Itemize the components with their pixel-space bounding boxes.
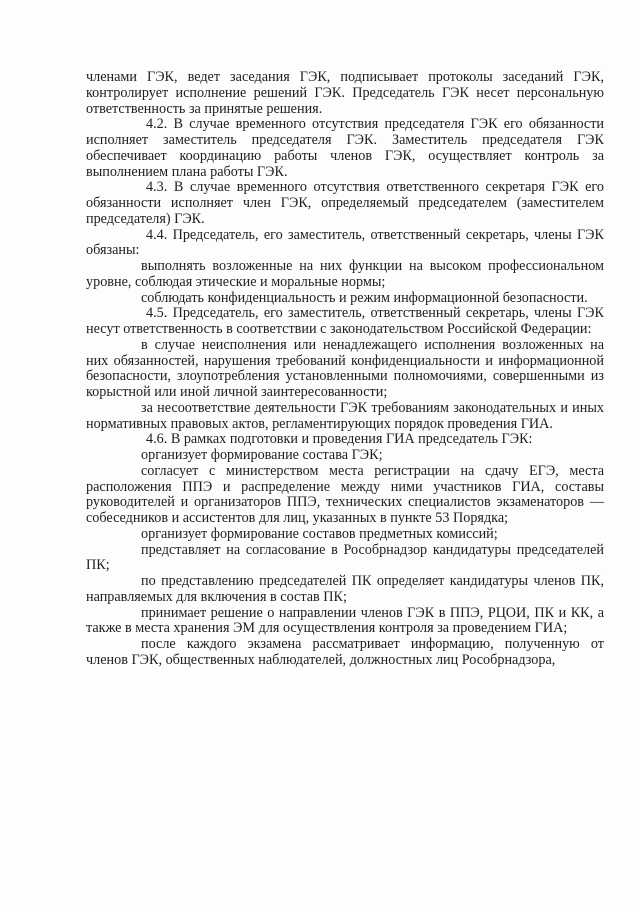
paragraph: согласует с министерством места регистрации на сдачу ЕГЭ, места расположения ППЭ и распределение между ними участников ГИА, составы руководителей и организаторов ППЭ, технических специалистов экзаменаторов — собеседников и ассистентов для лиц, указанных в пункте 53 Порядка;: [86, 462, 604, 526]
paragraph: представляет на согласование в Рособрнадзор кандидатуры председателей ПК;: [86, 541, 604, 574]
paragraph: 4.5. Председатель, его заместитель, ответственный секретарь, члены ГЭК несут ответственность в соответствии с законодательством Российской Федерации:: [86, 305, 604, 337]
document-body: [86, 70, 604, 669]
paragraph: 4.4. Председатель, его заместитель, ответственный секретарь, члены ГЭК обязаны:: [86, 226, 604, 259]
paragraph: после каждого экзамена рассматривает информацию, полученную от членов ГЭК, общественных наблюдателей, должностных лиц Рособрнадзора,: [86, 636, 604, 668]
paragraph: принимает решение о направлении членов ГЭК в ППЭ, РЦОИ, ПК и КК, а также в места хранения ЭМ для осуществления контроля за проведением ГИА;: [86, 604, 604, 637]
paragraph: по представлению председателей ПК определяет кандидатуры членов ПК, направляемых для включения в состав ПК;: [86, 573, 604, 605]
paragraph: за несоответствие деятельности ГЭК требованиям законодательных и иных нормативных правовых актов, регламентирующих порядок проведения ГИА.: [86, 399, 604, 432]
paragraph: членами ГЭК, ведет заседания ГЭК, подписывает протоколы заседаний ГЭК, контролирует исполнение решений ГЭК. Председатель ГЭК несет персональную ответственность за принятые решения.: [86, 69, 604, 117]
paragraph: организует формирование составов предметных комиссий;: [141, 525, 498, 542]
paragraph: 4.6. В рамках подготовки и проведения ГИА председатель ГЭК:: [146, 431, 533, 448]
paragraph: 4.2. В случае временного отсутствия председателя ГЭК его обязанности исполняет заместитель председателя ГЭК. Заместитель председателя ГЭК обеспечивает координацию работы членов ГЭК, осуществляет контроль за выполнением плана работы ГЭК.: [86, 116, 604, 180]
paragraph: в случае неисполнения или ненадлежащего исполнения возложенных на них обязанностей, нарушения требований конфиденциальности и информационной безопасности, злоупотребления установленными полномочиями, совершенными из корыстной или иной личной заинтересованности;: [86, 336, 604, 400]
paragraph: соблюдать конфиденциальность и режим информационной безопасности.: [141, 289, 588, 306]
paragraph: 4.3. В случае временного отсутствия ответственного секретаря ГЭК его обязанности исполняет член ГЭК, определяемый председателем (заместителем председателя) ГЭК.: [86, 179, 604, 227]
paragraph: выполнять возложенные на них функции на высоком профессиональном уровне, соблюдая этические и моральные нормы;: [86, 258, 604, 290]
paragraph: организует формирование состава ГЭК;: [141, 447, 383, 463]
